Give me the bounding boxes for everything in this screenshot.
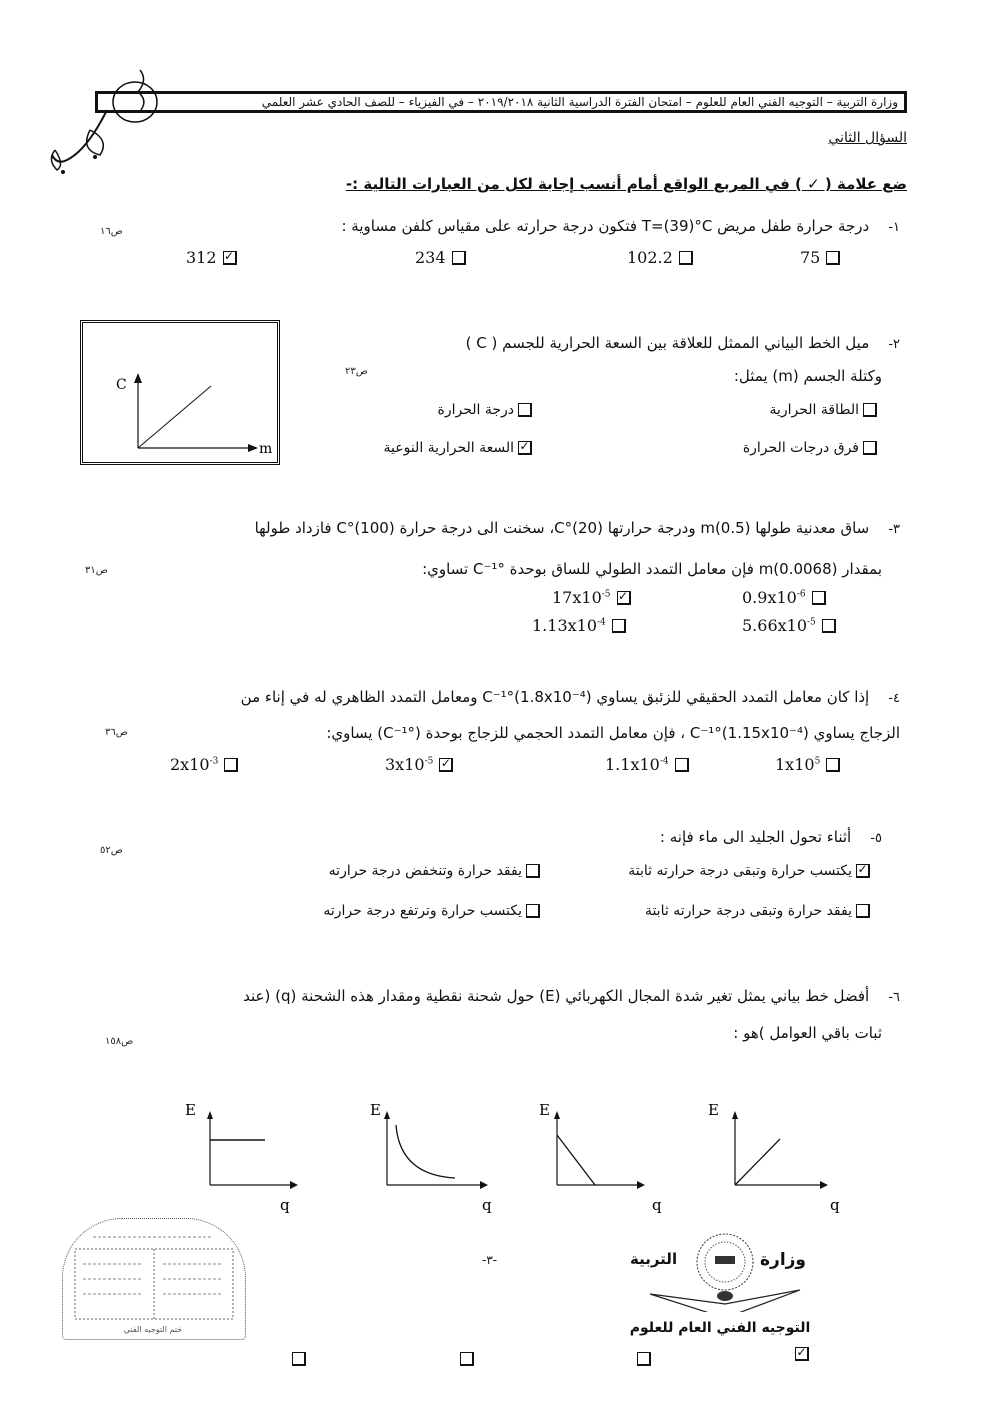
- option-2[interactable]: [329, 863, 540, 879]
- page-ref: [105, 727, 128, 738]
- question-6-line2: [733, 1022, 882, 1044]
- option-label: فرق درجات الحرارة: [742, 440, 859, 456]
- svg-text:E: E: [539, 1101, 550, 1119]
- ministry-logo: [610, 1232, 830, 1342]
- checkbox[interactable]: [518, 403, 532, 417]
- question-number: ٦-: [888, 990, 900, 1005]
- checkbox-checked[interactable]: [617, 591, 631, 605]
- svg-text:q: q: [652, 1196, 662, 1214]
- handwriting-scribble-icon: [35, 60, 185, 180]
- option-3[interactable]: [743, 440, 877, 456]
- section-title: [828, 130, 907, 146]
- option-label: 102.2: [627, 248, 673, 267]
- page-number: [482, 1253, 497, 1267]
- option-label: 75: [800, 248, 821, 267]
- checkbox-checked[interactable]: [518, 441, 532, 455]
- question-text-line2: بمقدار m(0.0068) فإن معامل التمدد الطولي للساق بوحدة C⁻¹° تساوي:: [422, 560, 882, 578]
- question-number: ٢-: [888, 337, 900, 352]
- checkbox[interactable]: [863, 441, 877, 455]
- checkbox[interactable]: [224, 758, 238, 772]
- option-label: $1.13x10^{-4}$: [532, 616, 606, 635]
- page-ref: [100, 226, 123, 237]
- option-label: $0.9x10^{-6}$: [742, 588, 806, 607]
- page-ref: [100, 845, 123, 856]
- option-3[interactable]: [742, 616, 836, 635]
- option-3[interactable]: [645, 903, 870, 919]
- checkbox[interactable]: [826, 251, 840, 265]
- question-text-line2: ثبات باقي العوامل )هو :: [733, 1024, 882, 1042]
- page-ref-text: ص٥٢: [100, 845, 123, 856]
- graph-option-decreasing[interactable]: [537, 1095, 667, 1245]
- question-3-line2: [422, 558, 882, 580]
- question-number: ٤-: [888, 691, 900, 706]
- question-3: [100, 517, 900, 541]
- logo-text-top: وزارة: [760, 1250, 807, 1270]
- question-4-line2: [326, 722, 900, 744]
- question-4: [100, 686, 900, 710]
- svg-text:q: q: [482, 1196, 492, 1214]
- page-ref: [85, 565, 108, 576]
- checkbox[interactable]: [526, 904, 540, 918]
- option-label: $1x10^5$: [775, 755, 821, 774]
- question-2-line2: [734, 365, 882, 387]
- instruction-text: ضع علامة ( ✓ ) في المربع الواقع أمام أنسب إجابة لكل من العبارات التالية :-: [345, 175, 907, 193]
- page-ref: [345, 366, 368, 377]
- option-3[interactable]: [415, 248, 466, 267]
- checkbox[interactable]: [452, 251, 466, 265]
- option-2[interactable]: [605, 755, 689, 774]
- checkbox[interactable]: [679, 251, 693, 265]
- question-5: [660, 826, 882, 850]
- question-1: [200, 215, 900, 239]
- checkbox-checked[interactable]: [223, 251, 237, 265]
- checkbox-checked[interactable]: [795, 1347, 809, 1361]
- option-label: درجة الحرارة: [437, 402, 514, 418]
- option-label: يكتسب حرارة وترتفع درجة حرارته: [323, 903, 522, 919]
- option-2[interactable]: [627, 248, 693, 267]
- option-1[interactable]: [775, 755, 840, 774]
- checkbox[interactable]: [822, 619, 836, 633]
- graph-option-inverse[interactable]: [365, 1095, 495, 1245]
- page-ref-text: ص٢٣: [345, 366, 368, 377]
- option-label: 312: [186, 248, 217, 267]
- question-text-line2: الزجاج يساوي C⁻¹°(1.15x10⁻⁴) ، فإن معامل التمدد الحجمي للزجاج بوحدة (C⁻¹°) يساوي:: [326, 724, 900, 742]
- option-4[interactable]: [186, 248, 237, 267]
- checkbox[interactable]: [863, 403, 877, 417]
- svg-text:E: E: [370, 1101, 381, 1119]
- handwritten-annotation: [35, 60, 185, 180]
- option-3[interactable]: [385, 755, 453, 774]
- checkbox[interactable]: [856, 904, 870, 918]
- option-label: $3x10^{-5}$: [385, 755, 434, 774]
- option-label: $2x10^{-3}$: [170, 755, 219, 774]
- official-stamp: [62, 1218, 246, 1340]
- instruction: [346, 175, 907, 193]
- svg-text:E: E: [185, 1101, 196, 1119]
- question-number: ٣-: [888, 522, 900, 537]
- graph-option-increasing[interactable]: [705, 1095, 845, 1245]
- ministry-emblem-icon: [610, 1232, 830, 1312]
- page-ref: [105, 1036, 133, 1047]
- option-4[interactable]: [384, 440, 532, 456]
- option-label: $17x10^{-5}$: [552, 588, 611, 607]
- question-number: ١-: [888, 220, 900, 235]
- question-text: درجة حرارة طفل مريض T=(39)°C فتكون درجة حرارته على مقياس كلفن مساوية :: [341, 217, 870, 235]
- option-1[interactable]: [769, 402, 877, 418]
- checkbox-checked[interactable]: [439, 758, 453, 772]
- graph-inverse-curve-icon: [365, 1095, 495, 1215]
- checkbox[interactable]: [612, 619, 626, 633]
- question-text-line1: ساق معدنية طولها m(0.5) ودرجة حرارتها C°(20)، سخنت الى درجة حرارة C°(100) فازداد طولها: [254, 519, 870, 537]
- option-label: $1.1x10^{-4}$: [605, 755, 669, 774]
- question-text: أثناء تحول الجليد الى ماء فإنه :: [659, 828, 852, 846]
- stamp-caption: [62, 1325, 244, 1334]
- option-4[interactable]: [170, 755, 238, 774]
- question-text-line1: ميل الخط البياني الممثل للعلاقة بين السعة الحرارية للجسم ( C ): [465, 334, 870, 352]
- option-2[interactable]: [552, 588, 631, 607]
- option-4[interactable]: [532, 616, 626, 635]
- page-ref-text: ص١٦: [100, 226, 123, 237]
- exam-header: [95, 91, 907, 113]
- checkbox-checked[interactable]: [856, 864, 870, 878]
- page-number-text: -٣-: [482, 1253, 498, 1267]
- svg-text:q: q: [830, 1196, 840, 1214]
- option-1[interactable]: [742, 588, 826, 607]
- svg-text:q: q: [280, 1196, 290, 1214]
- page-ref-text: ص٣١: [85, 565, 108, 576]
- option-1[interactable]: [628, 863, 870, 879]
- question-6: [100, 985, 900, 1009]
- checkbox[interactable]: [826, 758, 840, 772]
- graph-increasing-line-icon: [705, 1095, 845, 1215]
- svg-text:E: E: [708, 1101, 719, 1119]
- option-label: الطاقة الحرارية: [769, 402, 859, 418]
- option-label: $5.66x10^{-5}$: [742, 616, 816, 635]
- stamp-icon: [63, 1219, 245, 1339]
- logo-text-bottom: التربية: [630, 1250, 678, 1268]
- checkbox[interactable]: [812, 591, 826, 605]
- option-label: 234: [415, 248, 446, 267]
- logo-caption: التوجيه الفني العام للعلوم: [629, 1320, 811, 1336]
- checkbox[interactable]: [637, 1352, 651, 1366]
- option-label: يفقد حرارة وتنخفض درجة حرارته: [328, 863, 522, 879]
- page-ref-text: ص٣٦: [105, 727, 128, 738]
- line-graph-icon: [83, 323, 277, 462]
- exam-header-text: وزارة التربية – التوجيه الفني العام للعلوم – امتحان الفترة الدراسية الثانية ٢٠١٩/٢٠١٨ – في الفيزياء – للصف الحادي عشر العلمي: [261, 95, 898, 109]
- option-label: يفقد حرارة وتبقى درجة حرارته ثابتة: [644, 903, 852, 919]
- page-ref-text: ص١٥٨: [105, 1036, 134, 1047]
- y-axis-label: C: [116, 377, 127, 393]
- checkbox[interactable]: [292, 1352, 306, 1366]
- graph-c-vs-m: [80, 320, 280, 465]
- option-label: يكتسب حرارة وتبقى درجة حرارته ثابتة: [628, 863, 852, 879]
- option-4[interactable]: [323, 903, 540, 919]
- question-2: [340, 332, 900, 356]
- question-text-line2: وكتلة الجسم (m) يمثل:: [733, 367, 882, 385]
- graph-constant-icon: [180, 1095, 300, 1215]
- graph-decreasing-line-icon: [537, 1095, 667, 1215]
- checkbox[interactable]: [675, 758, 689, 772]
- question-text-line1: إذا كان معامل التمدد الحقيقي للزئبق يساوي C⁻¹°(1.8x10⁻⁴) ومعامل التمدد الظاهري له في إناء من: [240, 688, 870, 706]
- x-axis-label: m: [259, 441, 273, 457]
- question-number: ٥-: [870, 831, 882, 846]
- option-2[interactable]: [437, 402, 532, 418]
- checkbox[interactable]: [460, 1352, 474, 1366]
- option-1[interactable]: [800, 248, 840, 267]
- option-label: السعة الحرارية النوعية: [383, 440, 514, 456]
- stamp-caption-text: ختم التوجيه الفني: [123, 1325, 183, 1334]
- section-title-text: السؤال الثاني: [828, 130, 907, 146]
- question-text-line1: أفضل خط بياني يمثل تغير شدة المجال الكهربائي (E) حول شحنة نقطية ومقدار هذه الشحنة (q) (عند: [243, 987, 870, 1005]
- checkbox[interactable]: [526, 864, 540, 878]
